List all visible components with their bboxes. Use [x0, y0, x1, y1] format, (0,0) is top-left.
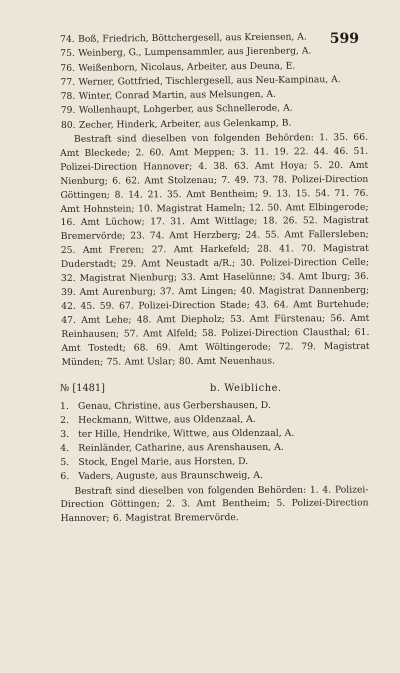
authorities-paragraph-female: [60, 483, 368, 526]
entry-number: 79.: [60, 105, 76, 117]
entry-text: Weinberg, G., Lumpensammler, aus Jierenberg, A.: [78, 45, 312, 60]
entry-number: 2.: [60, 415, 70, 427]
entry-number: 77.: [60, 76, 76, 88]
entry-text: Boß, Friedrich, Böttchergesell, aus Kreiensen, A.: [78, 31, 307, 45]
section-code: № [1481]: [60, 383, 105, 395]
authorities-text: Bestraft sind dieselben von folgenden Behörden: 1. 35. 66. Amt Bleckede; 2. 60. Amt Meppen; 3. 11. 19. 22. 44. 46. 51. Polizei-Direction Hannover; 4. 38. 63. Amt Hoya; 5. 20. Amt Nienburg; 6. 62. Amt Stolzenau; 7. 49. 73. 78. Polizei-Direction Göttingen; 8. 14. 21. 35. Amt Bentheim; 9. 13. 15. 54. 71. 76. Amt Hohnstein; 10. Magistrat Hameln; 12. 50. Amt Elbingerode; 16. Amt Lüchow; 17. 31. Amt Wittlage; 18. 26. 52. Magistrat Bremervörde; 23. 74. Amt Herzberg; 24. 55. Amt Fallersleben; 25. Amt Freren; 27. Amt Harkefeld; 28. 41. 70. Magistrat Duderstadt; 29. Amt Neustadt a/R.; 30. Polizei-Direction Celle; 32. Magistrat Nienburg; 33. Amt Haselünne; 34. Amt Iburg; 36. 39. Amt Aurenburg; 37. Amt Lingen; 40. Magistrat Dannenberg; 42. 45. 59. 67. Polizei-Direction Stade; 43. 64. Amt Burtehude; 47. Amt Lehe; 48. Amt Diepholz; 53. Amt Fürstenau; 56. Amt Reinhausen; 57. Amt Alfeld; 58. Polizei-Direction Clausthal; 61. Amt Tostedt; 68. 69. Amt Wöltingerode; 72. 79. Magistrat Münden; 75. Amt Uslar; 80. Amt Neuenhaus.: [60, 131, 370, 368]
entry-text: Werner, Gottfried, Tischlergesell, aus Neu-Kampinau, A.: [78, 73, 341, 88]
entry-text: Zecher, Hinderk, Arbeiter, aus Gelenkamp, B.: [78, 117, 292, 131]
entry-number: 5.: [60, 457, 70, 469]
entry-text: Stock, Engel Marie, aus Horsten, D.: [78, 456, 249, 469]
entry-number: 1.: [60, 401, 69, 413]
female-block: [60, 399, 369, 527]
entry-number: 6.: [60, 471, 70, 483]
entry-number: 3.: [60, 429, 70, 441]
entry-number: 80.: [60, 119, 76, 131]
male-entries-list: [60, 30, 369, 133]
entry-number: 76.: [60, 62, 76, 74]
authorities-text-female: Bestraft sind dieselben von folgenden Behörden: 1. 4. Polizei-Direction Göttingen; 2. 3. Amt Bentheim; 5. Polizei-Direction Hannover; 6. Magistrat Bremervörde.: [60, 484, 369, 525]
entry-text: Wollenhaupt, Lohgerber, aus Schnellerode, A.: [78, 103, 293, 117]
entry-number: 74.: [60, 33, 75, 45]
section-title: b. Weibliche.: [210, 383, 282, 395]
entry-number: 4.: [60, 443, 70, 455]
entry-text: Vaders, Auguste, aus Braunschweig, A.: [78, 470, 263, 483]
entry-text: Winter, Conrad Martin, aus Melsungen, A.: [78, 88, 277, 102]
female-entries-list: [60, 399, 368, 485]
entry-text: Reinländer, Catharine, aus Arenshausen, A.: [78, 442, 284, 455]
entry-text: Genau, Christine, aus Gerbershausen, D.: [78, 400, 271, 413]
page-number: 599: [329, 31, 359, 47]
entry-text: Heckmann, Wittwe, aus Oldenzaal, A.: [78, 414, 256, 427]
entry-number: 78.: [60, 91, 76, 103]
authorities-block-male: [60, 131, 370, 370]
section-heading: [60, 382, 368, 396]
entry-text: Weißenborn, Nicolaus, Arbeiter, aus Deuna, E.: [78, 60, 296, 74]
authorities-paragraph: [60, 131, 370, 370]
entry-text: ter Hille, Hendrike, Wittwe, aus Oldenzaal, A.: [78, 428, 295, 441]
entry-number: 75.: [60, 48, 75, 60]
